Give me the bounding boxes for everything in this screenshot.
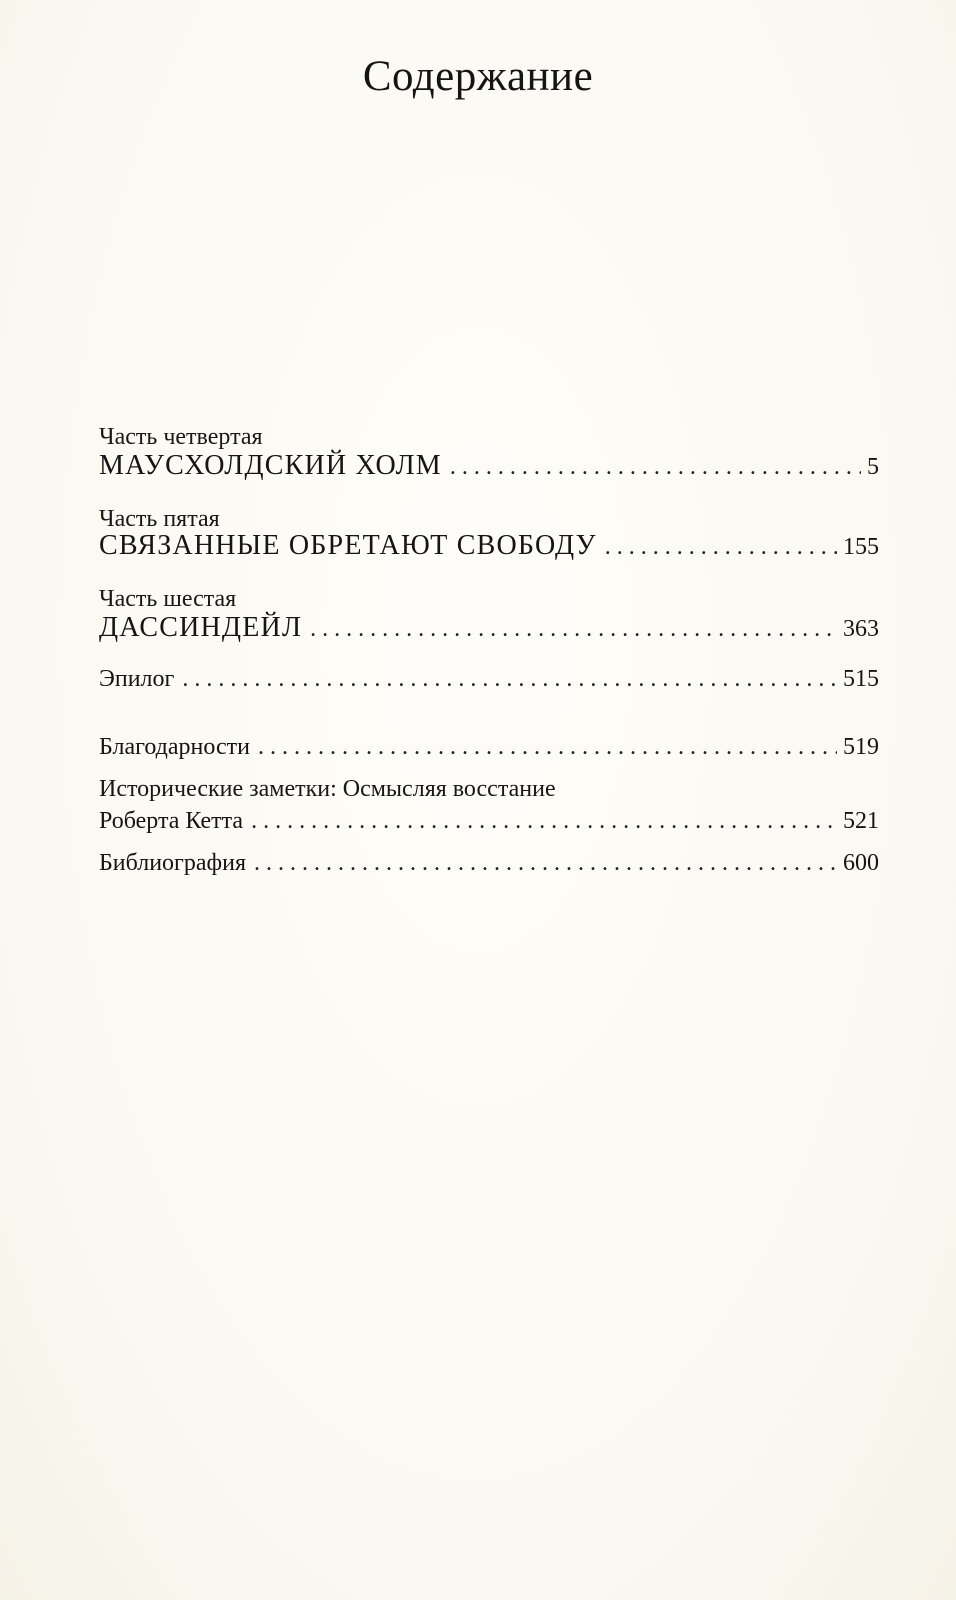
toc-entry-title: Роберта Кетта: [99, 808, 244, 834]
toc-entry-title: СВЯЗАННЫЕ ОБРЕТАЮТ СВОБОДУ: [99, 530, 597, 561]
historical-notes-line-1: Исторические заметки: Осмысляя восстание: [99, 776, 556, 802]
toc-entry-title: Благодарности: [99, 734, 250, 760]
toc-entry-page: 519: [843, 734, 879, 760]
toc-entry-historical-notes: [99, 808, 879, 835]
toc-entry-title: Эпилог: [99, 666, 175, 692]
toc-entry-bibliography: [99, 850, 879, 877]
toc-entry-part-six: [99, 612, 879, 644]
toc-entry-page: 521: [843, 808, 879, 834]
part-four-label: Часть четвертая: [99, 424, 263, 450]
dot-leader: [450, 455, 861, 479]
part-six-label: Часть шестая: [99, 586, 237, 612]
dot-leader: [310, 617, 837, 641]
toc-entry-part-four: [99, 450, 879, 482]
dot-leader: [258, 735, 837, 759]
part-five-label: Часть пятая: [99, 506, 220, 532]
toc-entry-title: Библиография: [99, 850, 246, 876]
dot-leader: [254, 851, 837, 875]
toc-entry-page: 5: [867, 454, 879, 480]
dot-leader: [605, 535, 837, 559]
toc-entry-title: МАУСХОЛДСКИЙ ХОЛМ: [99, 450, 442, 481]
toc-entry-part-five: [99, 530, 879, 562]
toc-entry-page: 155: [843, 534, 879, 560]
dot-leader: [251, 809, 837, 833]
toc-entry-epilogue: [99, 666, 879, 693]
toc-entry-title: ДАССИНДЕЙЛ: [99, 612, 303, 643]
page-title: Содержание: [362, 53, 594, 100]
dot-leader: [182, 667, 837, 691]
toc-entry-page: 600: [843, 850, 879, 876]
toc-entry-page: 363: [843, 616, 879, 642]
toc-entry-acknowledgements: [99, 734, 879, 761]
toc-entry-page: 515: [843, 666, 879, 692]
